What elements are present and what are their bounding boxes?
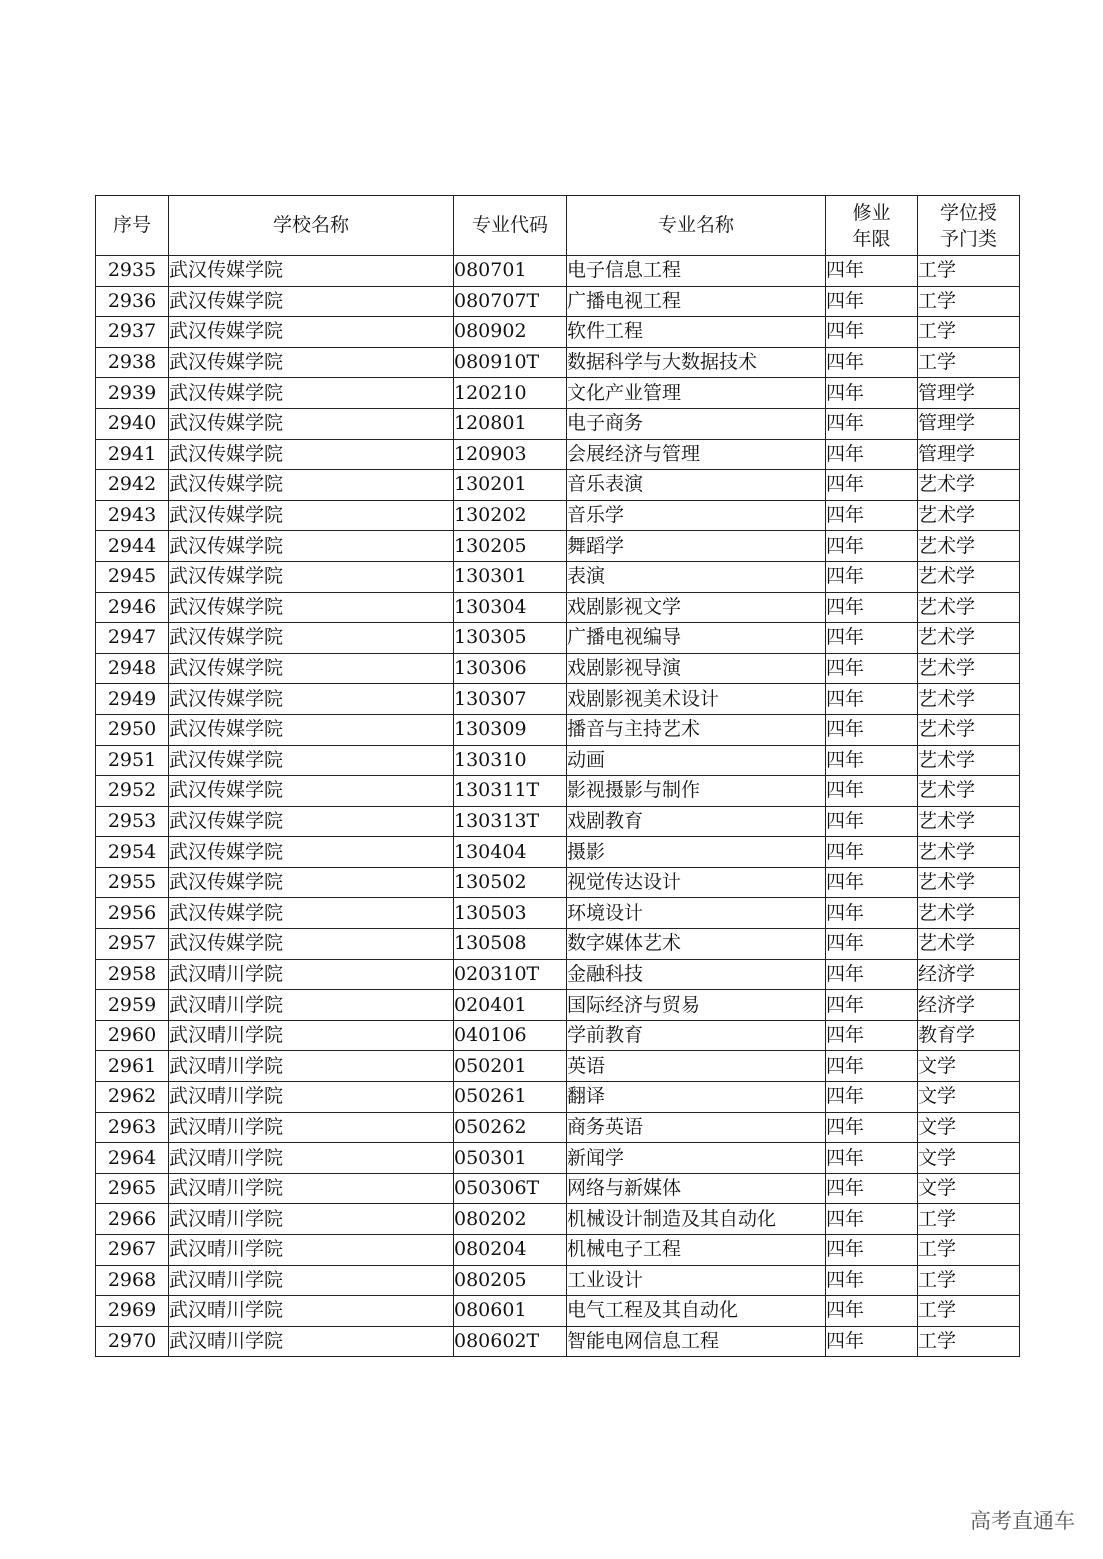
cell-no: 2937 (96, 317, 169, 348)
cell-no: 2956 (96, 898, 169, 929)
cell-major: 机械设计制造及其自动化 (567, 1204, 826, 1235)
table-row (96, 867, 1020, 898)
table-row (96, 776, 1020, 807)
cell-years: 四年 (826, 1020, 918, 1051)
cell-category: 文学 (918, 1051, 1020, 1082)
table-row (96, 1112, 1020, 1143)
table-row (96, 1265, 1020, 1296)
table-row (96, 286, 1020, 317)
cell-major: 国际经济与贸易 (567, 990, 826, 1021)
cell-years: 四年 (826, 531, 918, 562)
cell-major: 软件工程 (567, 317, 826, 348)
cell-school: 武汉晴川学院 (169, 990, 454, 1021)
cell-no: 2944 (96, 531, 169, 562)
cell-years: 四年 (826, 470, 918, 501)
cell-no: 2967 (96, 1235, 169, 1266)
table-row (96, 592, 1020, 623)
cell-major: 戏剧教育 (567, 806, 826, 837)
cell-major: 新闻学 (567, 1143, 826, 1174)
cell-no: 2951 (96, 745, 169, 776)
cell-years: 四年 (826, 1326, 918, 1357)
cell-category: 工学 (918, 256, 1020, 287)
cell-category: 艺术学 (918, 470, 1020, 501)
cell-major: 音乐表演 (567, 470, 826, 501)
cell-school: 武汉晴川学院 (169, 1326, 454, 1357)
cell-years: 四年 (826, 806, 918, 837)
table-row (96, 1296, 1020, 1327)
cell-years: 四年 (826, 500, 918, 531)
cell-years: 四年 (826, 1173, 918, 1204)
cell-code: 080910T (454, 347, 567, 378)
cell-school: 武汉晴川学院 (169, 1051, 454, 1082)
cell-years: 四年 (826, 959, 918, 990)
cell-category: 艺术学 (918, 623, 1020, 654)
cell-no: 2936 (96, 286, 169, 317)
table-row (96, 898, 1020, 929)
cell-major: 工业设计 (567, 1265, 826, 1296)
cell-no: 2955 (96, 867, 169, 898)
cell-years: 四年 (826, 745, 918, 776)
cell-code: 020401 (454, 990, 567, 1021)
cell-years: 四年 (826, 867, 918, 898)
cell-code: 130311T (454, 776, 567, 807)
cell-school: 武汉传媒学院 (169, 470, 454, 501)
cell-years: 四年 (826, 561, 918, 592)
cell-code: 050262 (454, 1112, 567, 1143)
cell-code: 130304 (454, 592, 567, 623)
cell-major: 舞蹈学 (567, 531, 826, 562)
cell-no: 2954 (96, 837, 169, 868)
cell-code: 130309 (454, 714, 567, 745)
cell-no: 2945 (96, 561, 169, 592)
cell-no: 2964 (96, 1143, 169, 1174)
cell-major: 音乐学 (567, 500, 826, 531)
cell-years: 四年 (826, 684, 918, 715)
major-list-table (95, 195, 1020, 1357)
table-row (96, 653, 1020, 684)
cell-school: 武汉传媒学院 (169, 439, 454, 470)
cell-major: 智能电网信息工程 (567, 1326, 826, 1357)
header-code: 专业代码 (454, 196, 567, 256)
cell-no: 2969 (96, 1296, 169, 1327)
cell-category: 文学 (918, 1112, 1020, 1143)
cell-code: 130305 (454, 623, 567, 654)
cell-school: 武汉晴川学院 (169, 1296, 454, 1327)
cell-major: 文化产业管理 (567, 378, 826, 409)
cell-category: 工学 (918, 1235, 1020, 1266)
cell-major: 网络与新媒体 (567, 1173, 826, 1204)
cell-school: 武汉晴川学院 (169, 1265, 454, 1296)
cell-years: 四年 (826, 990, 918, 1021)
cell-code: 080602T (454, 1326, 567, 1357)
cell-code: 050301 (454, 1143, 567, 1174)
table-row (96, 531, 1020, 562)
cell-category: 艺术学 (918, 745, 1020, 776)
cell-category: 文学 (918, 1082, 1020, 1113)
cell-no: 2966 (96, 1204, 169, 1235)
cell-school: 武汉晴川学院 (169, 1082, 454, 1113)
cell-code: 130307 (454, 684, 567, 715)
cell-school: 武汉晴川学院 (169, 1173, 454, 1204)
cell-no: 2946 (96, 592, 169, 623)
cell-major: 播音与主持艺术 (567, 714, 826, 745)
cell-category: 教育学 (918, 1020, 1020, 1051)
cell-no: 2948 (96, 653, 169, 684)
cell-years: 四年 (826, 837, 918, 868)
cell-no: 2963 (96, 1112, 169, 1143)
cell-no: 2939 (96, 378, 169, 409)
cell-code: 040106 (454, 1020, 567, 1051)
cell-years: 四年 (826, 714, 918, 745)
header-major: 专业名称 (567, 196, 826, 256)
cell-major: 数字媒体艺术 (567, 929, 826, 960)
cell-years: 四年 (826, 347, 918, 378)
cell-school: 武汉传媒学院 (169, 714, 454, 745)
cell-code: 050201 (454, 1051, 567, 1082)
table-row (96, 1082, 1020, 1113)
cell-major: 动画 (567, 745, 826, 776)
cell-years: 四年 (826, 1296, 918, 1327)
header-category-line2: 予门类 (939, 227, 997, 250)
cell-category: 文学 (918, 1143, 1020, 1174)
header-category-line1: 学位授 (939, 201, 997, 224)
cell-major: 电气工程及其自动化 (567, 1296, 826, 1327)
table-body (96, 256, 1020, 1357)
cell-code: 130313T (454, 806, 567, 837)
table-row (96, 1204, 1020, 1235)
cell-school: 武汉传媒学院 (169, 592, 454, 623)
cell-no: 2953 (96, 806, 169, 837)
cell-years: 四年 (826, 898, 918, 929)
cell-years: 四年 (826, 776, 918, 807)
cell-years: 四年 (826, 1112, 918, 1143)
header-no: 序号 (96, 196, 169, 256)
cell-code: 130310 (454, 745, 567, 776)
cell-category: 管理学 (918, 378, 1020, 409)
cell-category: 工学 (918, 1296, 1020, 1327)
cell-major: 摄影 (567, 837, 826, 868)
cell-school: 武汉晴川学院 (169, 1143, 454, 1174)
table-row (96, 623, 1020, 654)
cell-category: 艺术学 (918, 837, 1020, 868)
table-row (96, 714, 1020, 745)
cell-years: 四年 (826, 592, 918, 623)
cell-school: 武汉传媒学院 (169, 776, 454, 807)
cell-no: 2968 (96, 1265, 169, 1296)
table-row (96, 684, 1020, 715)
cell-category: 管理学 (918, 408, 1020, 439)
cell-no: 2960 (96, 1020, 169, 1051)
table-row (96, 837, 1020, 868)
cell-code: 130201 (454, 470, 567, 501)
cell-no: 2942 (96, 470, 169, 501)
cell-school: 武汉传媒学院 (169, 684, 454, 715)
cell-school: 武汉传媒学院 (169, 837, 454, 868)
header-years-line2: 年限 (852, 227, 891, 250)
cell-code: 130205 (454, 531, 567, 562)
cell-no: 2947 (96, 623, 169, 654)
header-years (826, 196, 918, 256)
cell-years: 四年 (826, 286, 918, 317)
cell-years: 四年 (826, 1235, 918, 1266)
cell-code: 080204 (454, 1235, 567, 1266)
cell-years: 四年 (826, 623, 918, 654)
header-school: 学校名称 (169, 196, 454, 256)
cell-years: 四年 (826, 1082, 918, 1113)
cell-no: 2949 (96, 684, 169, 715)
cell-school: 武汉晴川学院 (169, 1112, 454, 1143)
cell-no: 2940 (96, 408, 169, 439)
cell-no: 2957 (96, 929, 169, 960)
cell-major: 机械电子工程 (567, 1235, 826, 1266)
cell-no: 2962 (96, 1082, 169, 1113)
cell-major: 广播电视工程 (567, 286, 826, 317)
cell-no: 2943 (96, 500, 169, 531)
table-row (96, 561, 1020, 592)
cell-years: 四年 (826, 653, 918, 684)
cell-category: 艺术学 (918, 653, 1020, 684)
cell-major: 数据科学与大数据技术 (567, 347, 826, 378)
cell-major: 影视摄影与制作 (567, 776, 826, 807)
header-row (96, 196, 1020, 256)
cell-years: 四年 (826, 408, 918, 439)
cell-code: 130202 (454, 500, 567, 531)
table-row (96, 347, 1020, 378)
cell-category: 工学 (918, 347, 1020, 378)
cell-years: 四年 (826, 929, 918, 960)
cell-major: 戏剧影视导演 (567, 653, 826, 684)
cell-code: 130503 (454, 898, 567, 929)
cell-code: 130301 (454, 561, 567, 592)
table-row (96, 1143, 1020, 1174)
table-row (96, 806, 1020, 837)
table-row (96, 990, 1020, 1021)
cell-school: 武汉传媒学院 (169, 378, 454, 409)
cell-school: 武汉传媒学院 (169, 867, 454, 898)
cell-school: 武汉传媒学院 (169, 256, 454, 287)
table-row (96, 1326, 1020, 1357)
table-row (96, 317, 1020, 348)
cell-major: 戏剧影视文学 (567, 592, 826, 623)
cell-category: 经济学 (918, 959, 1020, 990)
cell-category: 工学 (918, 1204, 1020, 1235)
cell-code: 080205 (454, 1265, 567, 1296)
cell-school: 武汉传媒学院 (169, 806, 454, 837)
table-row (96, 500, 1020, 531)
cell-major: 商务英语 (567, 1112, 826, 1143)
cell-major: 学前教育 (567, 1020, 826, 1051)
cell-no: 2938 (96, 347, 169, 378)
cell-major: 视觉传达设计 (567, 867, 826, 898)
cell-category: 工学 (918, 1265, 1020, 1296)
cell-category: 艺术学 (918, 867, 1020, 898)
cell-code: 020310T (454, 959, 567, 990)
cell-major: 广播电视编导 (567, 623, 826, 654)
cell-category: 文学 (918, 1173, 1020, 1204)
cell-major: 金融科技 (567, 959, 826, 990)
cell-code: 080902 (454, 317, 567, 348)
cell-years: 四年 (826, 1143, 918, 1174)
cell-code: 080202 (454, 1204, 567, 1235)
cell-years: 四年 (826, 378, 918, 409)
cell-category: 艺术学 (918, 531, 1020, 562)
table-header (96, 196, 1020, 256)
cell-category: 艺术学 (918, 592, 1020, 623)
cell-category: 艺术学 (918, 806, 1020, 837)
cell-school: 武汉传媒学院 (169, 317, 454, 348)
cell-school: 武汉传媒学院 (169, 623, 454, 654)
header-years-line1: 修业 (852, 201, 891, 224)
cell-years: 四年 (826, 1265, 918, 1296)
cell-school: 武汉传媒学院 (169, 500, 454, 531)
cell-major: 会展经济与管理 (567, 439, 826, 470)
table-row (96, 1020, 1020, 1051)
watermark: 高考直通车 (970, 1509, 1075, 1533)
cell-school: 武汉传媒学院 (169, 653, 454, 684)
table-row (96, 378, 1020, 409)
table-row (96, 1051, 1020, 1082)
cell-category: 工学 (918, 1326, 1020, 1357)
cell-code: 050306T (454, 1173, 567, 1204)
cell-no: 2965 (96, 1173, 169, 1204)
cell-school: 武汉传媒学院 (169, 898, 454, 929)
table-row (96, 1235, 1020, 1266)
cell-school: 武汉传媒学院 (169, 286, 454, 317)
cell-code: 120801 (454, 408, 567, 439)
cell-no: 2950 (96, 714, 169, 745)
cell-major: 英语 (567, 1051, 826, 1082)
cell-major: 电子信息工程 (567, 256, 826, 287)
table-row (96, 1173, 1020, 1204)
cell-category: 工学 (918, 286, 1020, 317)
cell-category: 艺术学 (918, 929, 1020, 960)
cell-code: 130404 (454, 837, 567, 868)
table-row (96, 745, 1020, 776)
cell-school: 武汉传媒学院 (169, 929, 454, 960)
cell-years: 四年 (826, 1204, 918, 1235)
cell-code: 080701 (454, 256, 567, 287)
cell-major: 戏剧影视美术设计 (567, 684, 826, 715)
cell-no: 2959 (96, 990, 169, 1021)
cell-category: 艺术学 (918, 714, 1020, 745)
cell-category: 艺术学 (918, 898, 1020, 929)
cell-no: 2970 (96, 1326, 169, 1357)
table-row (96, 439, 1020, 470)
cell-major: 电子商务 (567, 408, 826, 439)
cell-school: 武汉传媒学院 (169, 561, 454, 592)
cell-major: 环境设计 (567, 898, 826, 929)
cell-code: 120210 (454, 378, 567, 409)
cell-no: 2958 (96, 959, 169, 990)
table-row (96, 256, 1020, 287)
cell-school: 武汉传媒学院 (169, 347, 454, 378)
cell-code: 120903 (454, 439, 567, 470)
table-row (96, 470, 1020, 501)
header-category (918, 196, 1020, 256)
cell-category: 管理学 (918, 439, 1020, 470)
cell-school: 武汉传媒学院 (169, 745, 454, 776)
cell-category: 经济学 (918, 990, 1020, 1021)
cell-code: 050261 (454, 1082, 567, 1113)
cell-no: 2961 (96, 1051, 169, 1082)
cell-category: 艺术学 (918, 561, 1020, 592)
cell-code: 080601 (454, 1296, 567, 1327)
cell-years: 四年 (826, 1051, 918, 1082)
table-row (96, 959, 1020, 990)
table-row (96, 408, 1020, 439)
cell-category: 艺术学 (918, 500, 1020, 531)
cell-school: 武汉晴川学院 (169, 1204, 454, 1235)
cell-code: 130502 (454, 867, 567, 898)
cell-years: 四年 (826, 439, 918, 470)
cell-years: 四年 (826, 256, 918, 287)
cell-school: 武汉晴川学院 (169, 1020, 454, 1051)
cell-code: 130508 (454, 929, 567, 960)
cell-code: 130306 (454, 653, 567, 684)
cell-school: 武汉晴川学院 (169, 959, 454, 990)
cell-no: 2952 (96, 776, 169, 807)
cell-school: 武汉传媒学院 (169, 531, 454, 562)
cell-category: 艺术学 (918, 776, 1020, 807)
cell-category: 艺术学 (918, 684, 1020, 715)
cell-major: 翻译 (567, 1082, 826, 1113)
cell-major: 表演 (567, 561, 826, 592)
cell-no: 2941 (96, 439, 169, 470)
table-row (96, 929, 1020, 960)
cell-school: 武汉传媒学院 (169, 408, 454, 439)
cell-no: 2935 (96, 256, 169, 287)
cell-years: 四年 (826, 317, 918, 348)
cell-school: 武汉晴川学院 (169, 1235, 454, 1266)
cell-code: 080707T (454, 286, 567, 317)
cell-category: 工学 (918, 317, 1020, 348)
